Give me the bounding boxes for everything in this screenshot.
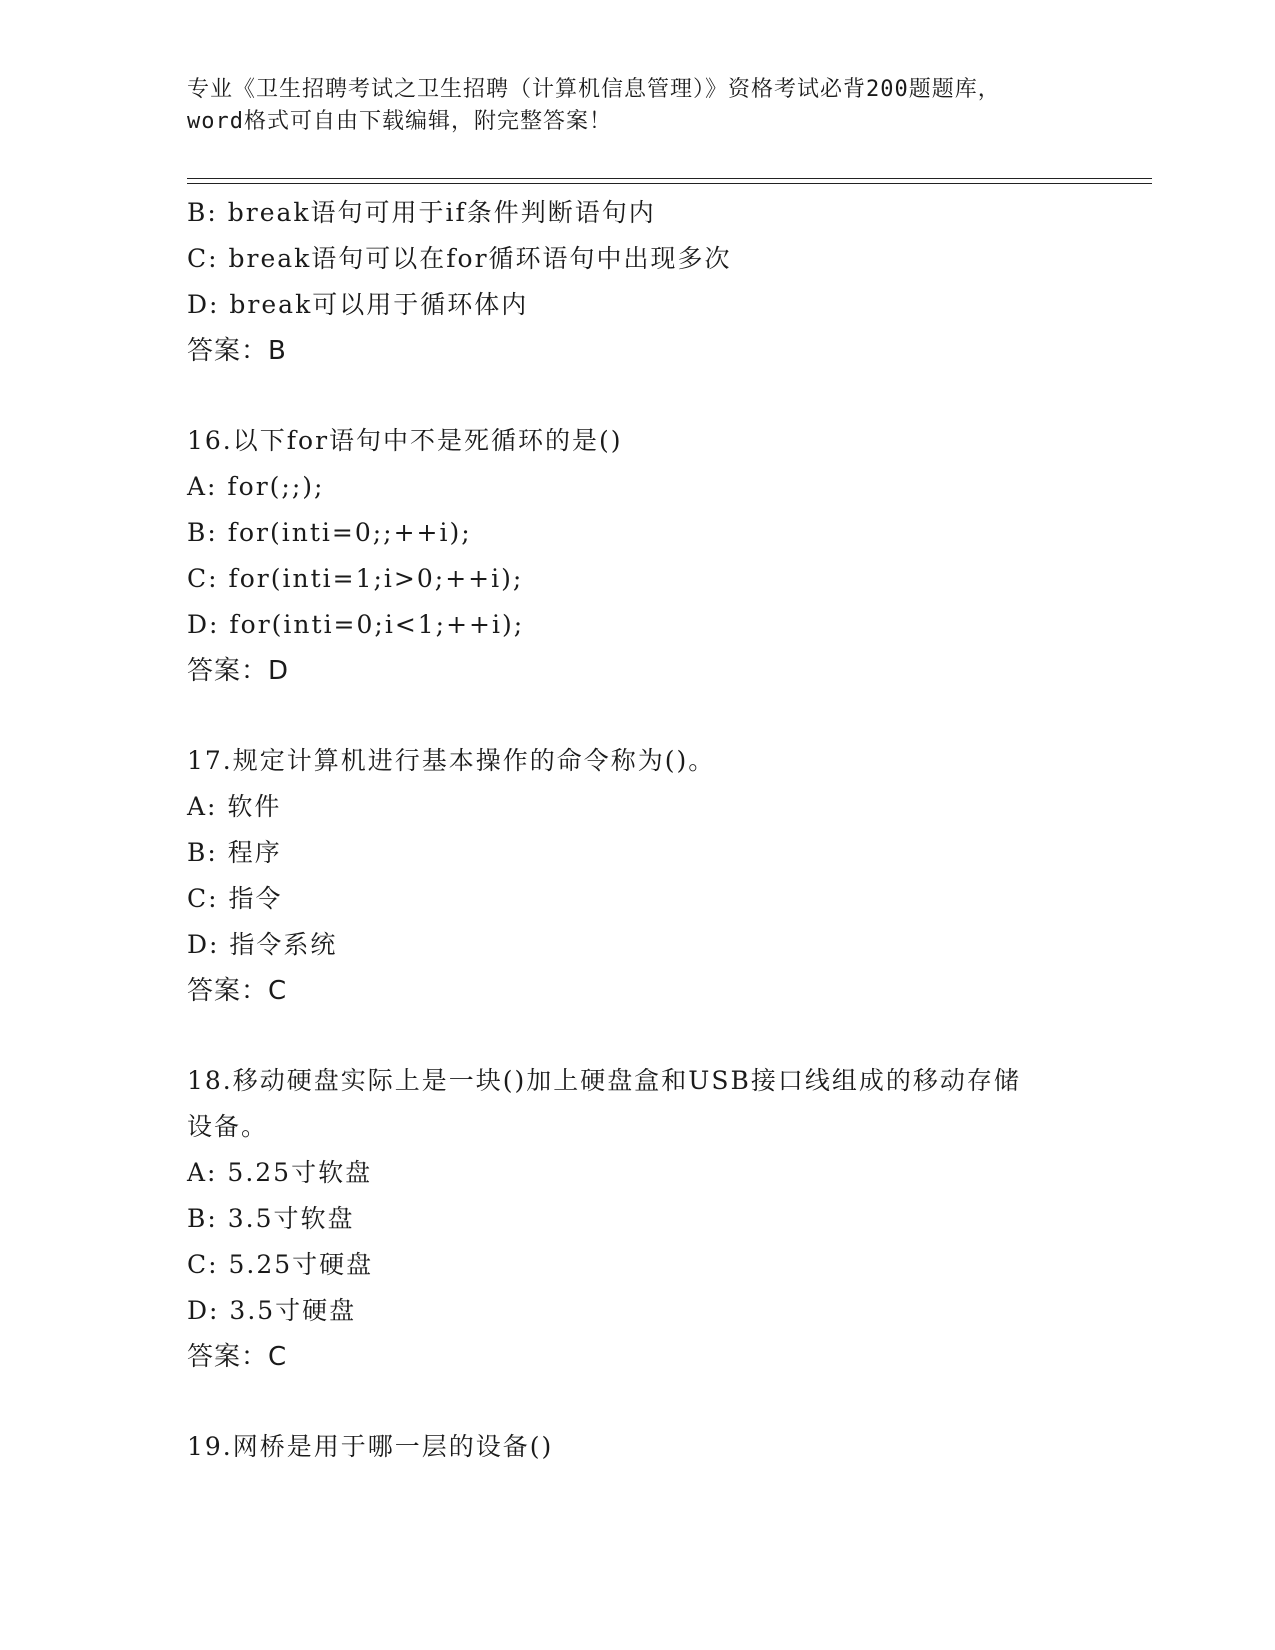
option-d: D: for(inti=0;i<1;++i); xyxy=(187,610,525,639)
question-text: 16.以下for语句中不是死循环的是() xyxy=(187,426,623,455)
option-c: C: break语句可以在for循环语句中出现多次 xyxy=(187,244,732,273)
option-b: B: 程序 xyxy=(187,838,282,867)
question-text-line-2: 设备。 xyxy=(187,1112,269,1141)
option-b: B: for(inti=0;;++i); xyxy=(187,518,472,547)
spacer xyxy=(187,1014,1087,1058)
document-header xyxy=(187,74,1087,138)
question-15-tail xyxy=(187,190,1087,374)
option-b: B: 3.5寸软盘 xyxy=(187,1204,355,1233)
answer-line: 答案：D xyxy=(187,656,290,686)
question-text: 19.网桥是用于哪一层的设备() xyxy=(187,1432,554,1461)
question-16 xyxy=(187,418,1087,694)
question-list xyxy=(187,190,1087,1470)
option-c: C: 指令 xyxy=(187,884,283,913)
header-divider-bottom xyxy=(187,183,1152,184)
option-a: A: 5.25寸软盘 xyxy=(187,1158,373,1187)
option-c: C: for(inti=1;i>0;++i); xyxy=(187,564,524,593)
answer-line: 答案：C xyxy=(187,976,288,1006)
header-divider-top xyxy=(187,178,1152,179)
option-d: D: break可以用于循环体内 xyxy=(187,290,529,319)
option-d: D: 3.5寸硬盘 xyxy=(187,1296,357,1325)
question-text-line-1: 18.移动硬盘实际上是一块()加上硬盘盒和USB接口线组成的移动存储 xyxy=(187,1066,1021,1095)
header-line-1: 专业《卫生招聘考试之卫生招聘（计算机信息管理）》资格考试必背200题题库， xyxy=(187,77,1001,102)
spacer xyxy=(187,1380,1087,1424)
option-b: B: break语句可用于if条件判断语句内 xyxy=(187,198,656,227)
option-a: A: for(;;); xyxy=(187,472,325,501)
answer-line: 答案：B xyxy=(187,336,287,366)
answer-line: 答案：C xyxy=(187,1342,288,1372)
question-17 xyxy=(187,738,1087,1014)
option-d: D: 指令系统 xyxy=(187,930,338,959)
question-19 xyxy=(187,1424,1087,1470)
option-a: A: 软件 xyxy=(187,792,282,821)
question-18 xyxy=(187,1058,1087,1380)
question-text: 17.规定计算机进行基本操作的命令称为()。 xyxy=(187,746,716,775)
spacer xyxy=(187,374,1087,418)
header-line-2: word格式可自由下载编辑，附完整答案！ xyxy=(187,109,612,134)
option-c: C: 5.25寸硬盘 xyxy=(187,1250,374,1279)
spacer xyxy=(187,694,1087,738)
